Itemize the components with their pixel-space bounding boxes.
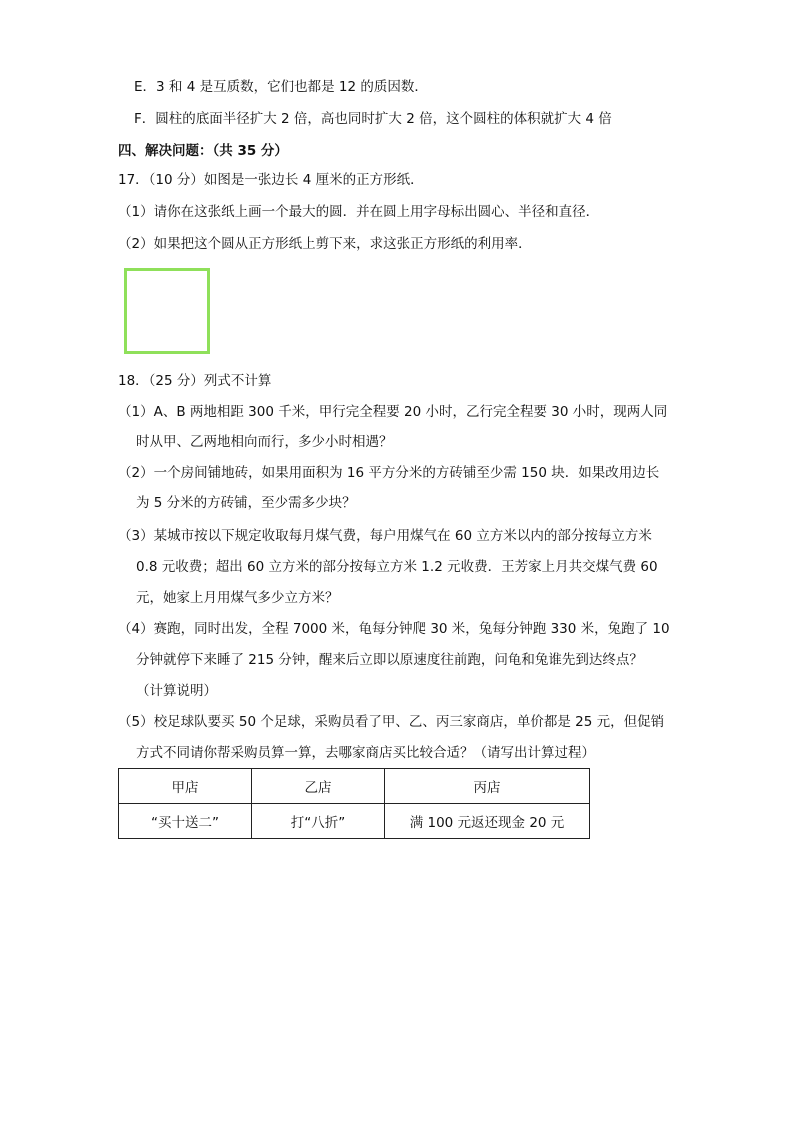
q18-p4-line2: 分钟就停下来睡了 215 分钟，醒来后立即以原速度往前跑，问龟和兔谁先到达终点？ xyxy=(136,652,643,668)
q18-p2-line2: 为 5 分米的方砖铺，至少需多少块？ xyxy=(136,495,356,511)
q18-p1-line2: 时从甲、乙两地相向而行，多少小时相遇？ xyxy=(136,434,393,450)
q18-p3-line3: 元，她家上月用煤气多少立方米？ xyxy=(136,590,339,606)
table-header-row xyxy=(119,769,590,804)
q18-p3-line1: （3）某城市按以下规定收取每月煤气费，每户用煤气在 60 立方米以内的部分按每立方米 xyxy=(118,528,652,544)
table-row xyxy=(119,804,590,839)
table-cell: 满 100 元返还现金 20 元 xyxy=(385,804,590,839)
q18-p4-line1: （4）赛跑，同时出发，全程 7000 米，龟每分钟爬 30 米，兔每分钟跑 330 米，兔跑了 10 xyxy=(118,621,670,637)
table-header-cell: 乙店 xyxy=(252,769,385,804)
q18-p4-line3: （计算说明） xyxy=(136,683,217,699)
store-comparison-table xyxy=(118,768,590,839)
q18-p5-line1: （5）校足球队要买 50 个足球，采购员看了甲、乙、丙三家商店，单价都是 25 元，但促销 xyxy=(118,714,665,730)
option-f: F．圆柱的底面半径扩大 2 倍，高也同时扩大 2 倍，这个圆柱的体积就扩大 4 倍 xyxy=(134,111,612,127)
q17-part2: （2）如果把这个圆从正方形纸上剪下来，求这张正方形纸的利用率． xyxy=(118,236,532,252)
section-title: 四、解决问题：（共 35 分） xyxy=(118,143,288,159)
q18-p3-line2: 0.8 元收费；超出 60 立方米的部分按每立方米 1.2 元收费．王芳家上月共交煤气费 60 xyxy=(136,559,658,575)
q17-stem: 17．（10 分）如图是一张边长 4 厘米的正方形纸． xyxy=(118,172,424,188)
table-cell: 打“八折” xyxy=(252,804,385,839)
q18-p1-line1: （1）A、B 两地相距 300 千米，甲行完全程要 20 小时，乙行完全程要 30 小时，现两人同 xyxy=(118,404,668,420)
table-cell: “买十送二” xyxy=(119,804,252,839)
q18-p2-line1: （2）一个房间铺地砖，如果用面积为 16 平方分米的方砖铺至少需 150 块．如果改用边长 xyxy=(118,465,660,481)
q18-p5-line2: 方式不同请你帮采购员算一算，去哪家商店买比较合适？（请写出计算过程） xyxy=(136,745,595,761)
q17-part1: （1）请你在这张纸上画一个最大的圆．并在圆上用字母标出圆心、半径和直径． xyxy=(118,204,600,220)
table-header-cell: 丙店 xyxy=(385,769,590,804)
option-e: E．3 和 4 是互质数，它们也都是 12 的质因数． xyxy=(134,79,428,95)
q18-stem: 18．（25 分）列式不计算 xyxy=(118,373,272,389)
square-paper-figure xyxy=(124,268,210,354)
table-header-cell: 甲店 xyxy=(119,769,252,804)
